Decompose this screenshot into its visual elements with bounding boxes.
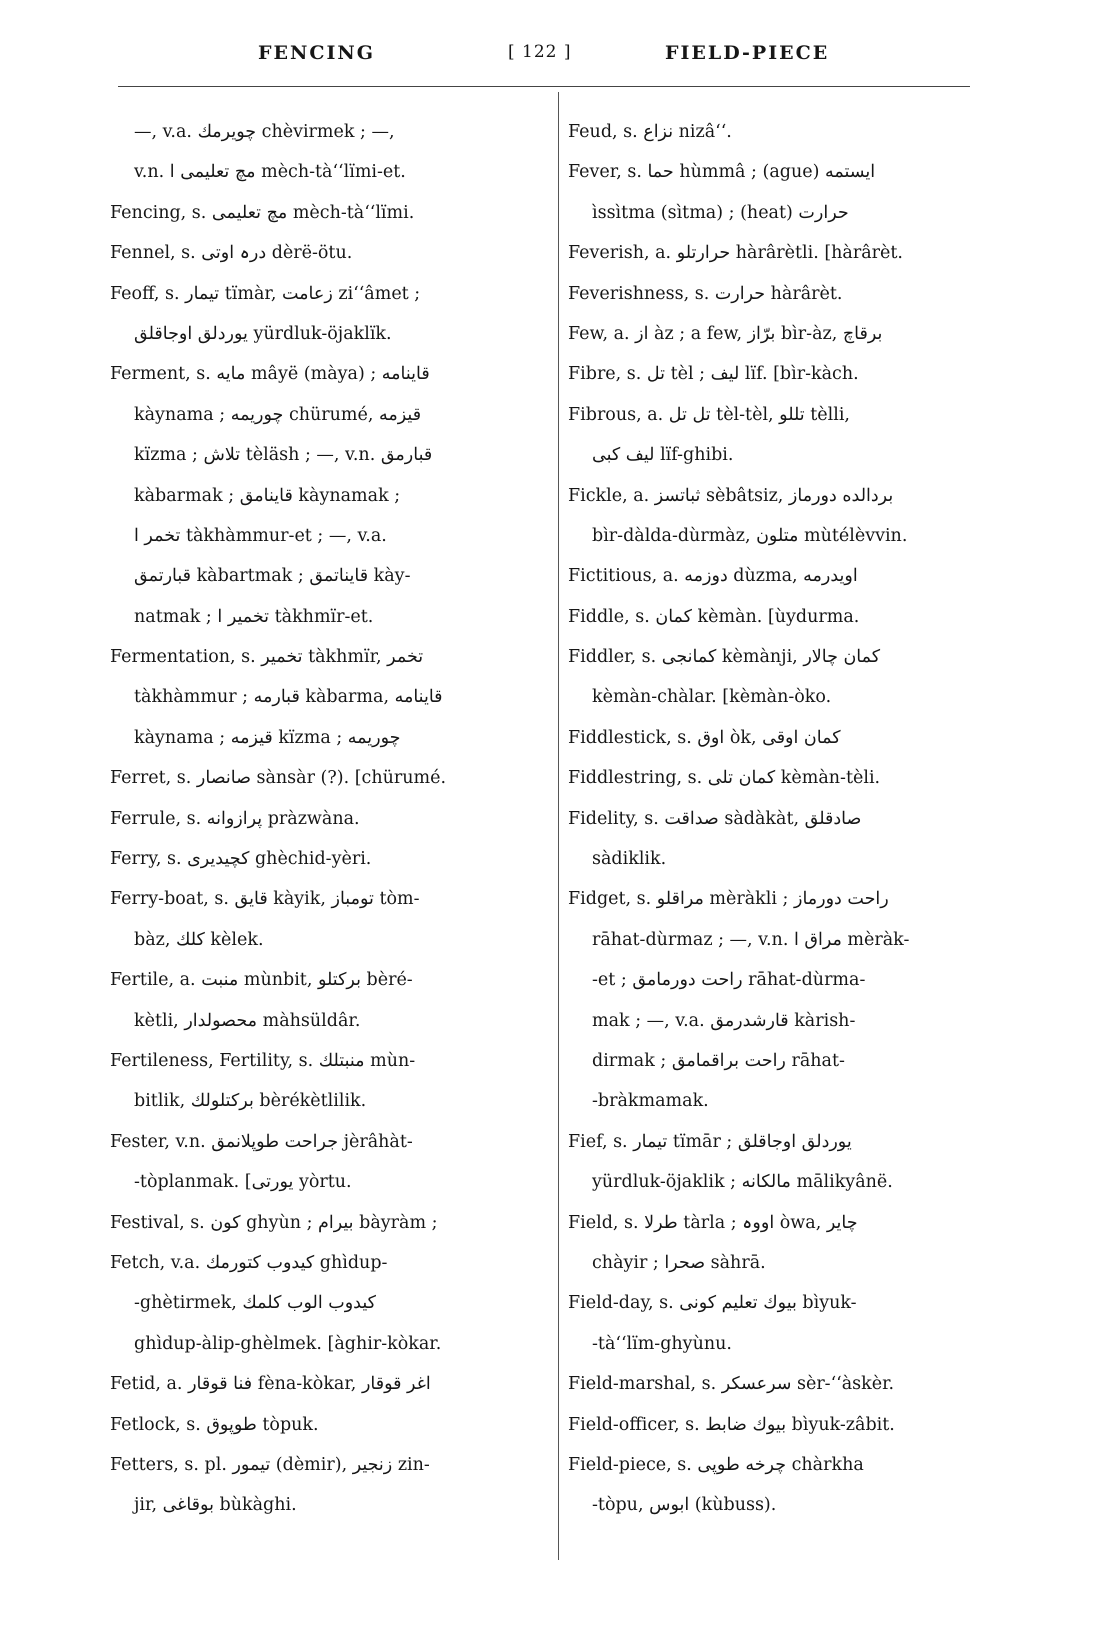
entry-line: rāhat-dùrmaz ; —, v.n. مراق ا mèràk- xyxy=(592,929,910,950)
entry-line: jir, بوقاغی bùkàghi. xyxy=(134,1495,297,1516)
entry-line: Fermentation, s. تخمیر tàkhmïr, تخمر xyxy=(110,647,424,668)
entry-line: Fiddlestick, s. اوق òk, کمان اوقی xyxy=(568,727,841,748)
entry-line: bìr-dàlda-dùrmàz, متلون mùtélèvvin. xyxy=(592,525,908,546)
entry-line: Fictitious, a. دوزمه dùzma, اویدرمه xyxy=(568,566,858,587)
entry-line: kètli, محصولدار màhsüldâr. xyxy=(134,1010,361,1031)
entry-line: Fetters, s. pl. تیمور (dèmir), زنجیر zin- xyxy=(110,1454,430,1475)
entry-line: kàbarmak ; قاینامق kàynamak ; xyxy=(134,485,401,506)
entry-line: Fief, s. تیمار tïmār ; یوردلق اوجاقلق xyxy=(568,1131,852,1152)
entry-line: Feverish, a. حرارتلو hàrârètli. [hàrârèt. xyxy=(568,243,903,264)
entry-line: Fennel, s. درہ اوتی dèrë-ötu. xyxy=(110,243,353,264)
right-column xyxy=(568,112,978,1526)
entry-line: -et ; راحت دورمامق rāhat-dùrma- xyxy=(592,970,866,991)
entry-line: tàkhàmmur ; قبارمه kàbarma, قاینامه xyxy=(134,687,443,708)
entry-line: -bràkmamak. xyxy=(592,1091,709,1112)
header-rule xyxy=(118,86,970,87)
entry-line: Fiddler, s. کمانجی kèmànji, کمان چالار xyxy=(568,647,881,668)
entry-line: Feud, s. نزاع nizâ‘‘. xyxy=(568,122,732,142)
header-first-word: FENCING xyxy=(258,42,375,64)
entry-line: Fetid, a. فنا قوقار fèna-kòkar, اغر قوقار xyxy=(110,1374,431,1395)
entry-line: Fever, s. حما hùmmâ ; (ague) ایستمه xyxy=(568,162,876,183)
entry-line: Fetlock, s. طوپوق tòpuk. xyxy=(110,1414,319,1435)
entry-line: Fidelity, s. صداقت sàdàkàt, صادقلق xyxy=(568,808,862,829)
entry-line: لیف کبی lïf-ghibi. xyxy=(592,445,734,466)
entry-line: Ferment, s. مایه mâyë (màya) ; قاینامه xyxy=(110,364,430,385)
entry-line: Fester, v.n. جراحت طوپلانمق jèrâhàt- xyxy=(110,1131,413,1152)
entry-line: Fidget, s. مراقلو mèràkli ; راحت دورماز xyxy=(568,889,889,910)
entry-line: bitlik, برکتلولك bèrékètlilik. xyxy=(134,1091,367,1112)
entry-line: kèmàn-chàlar. [kèmàn-òko. xyxy=(592,687,832,708)
entry-line: Fibrous, a. تل تل tèl-tèl, تللو tèlli, xyxy=(568,404,850,425)
entry-line: Fickle, a. ثباتسز sèbâtsiz, بردالده دورماز xyxy=(568,485,894,506)
entry-line: kàynama ; چوریمه chürumé, قیزمه xyxy=(134,404,422,425)
entry-line: ghìdup-àlip-ghèlmek. [àghir-kòkar. xyxy=(134,1333,442,1354)
entry-line: Field-day, s. بیوك تعلیم کونی bìyuk- xyxy=(568,1293,857,1314)
entry-line: sàdiklik. xyxy=(592,849,667,870)
entry-line: Field, s. طرلا tàrla ; اووہ òwa, چایر xyxy=(568,1212,858,1233)
entry-line: ìssìtma (sìtma) ; (heat) حرارت xyxy=(592,202,849,223)
entry-line: Festival, s. کون ghyùn ; بیرام bàyràm ; xyxy=(110,1212,438,1233)
entry-line: Fencing, s. مچ تعلیمی mèch-tà‘‘lïmi. xyxy=(110,202,415,223)
entry-line: dirmak ; راحت براقمامق rāhat- xyxy=(592,1050,845,1071)
page-number: [ 122 ] xyxy=(508,42,572,62)
entry-line: Fertile, a. منبت mùnbit, برکتلو bèré- xyxy=(110,970,413,991)
entry-line: Fertileness, Fertility, s. منبتلك mùn- xyxy=(110,1050,416,1071)
entry-line: Ferry-boat, s. قایق kàyik, تومباز tòm- xyxy=(110,889,420,910)
entry-line: Field-officer, s. بیوك ضابط bìyuk-zâbit. xyxy=(568,1414,895,1435)
entry-line: Field-piece, s. چرخه طوپی chàrkha xyxy=(568,1454,864,1475)
entry-line: yürdluk-öjaklik ; مالکانه mālikyânë. xyxy=(592,1172,893,1193)
entry-line: Feverishness, s. حرارت hàrârèt. xyxy=(568,283,843,304)
entry-line: Fiddlestring, s. کمان تلی kèmàn-tèli. xyxy=(568,768,881,789)
entry-line: Fetch, v.a. کیدوب کتورمك ghìdup- xyxy=(110,1252,388,1273)
entry-line: قبارتمق kàbartmak ; قایناتمق kày- xyxy=(134,566,411,587)
entry-line: یوردلق اوجاقلق yürdluk-öjaklïk. xyxy=(134,323,392,344)
entry-line: Ferry, s. کچیدیری ghèchid-yèri. xyxy=(110,849,372,870)
entry-line: -tòpu, ابوس (kùbuss). xyxy=(592,1495,777,1516)
entry-line: Fiddle, s. کمان kèmàn. [ùydurma. xyxy=(568,606,860,627)
entry-line: bàz, کلك kèlek. xyxy=(134,929,264,950)
entry-line: chàyir ; صحرا sàhrā. xyxy=(592,1252,766,1273)
entry-line: Field-marshal, s. سرعسکر sèr-‘‘àskèr. xyxy=(568,1374,895,1395)
entry-line: Ferret, s. صانصار sànsàr (?). [chürumé. xyxy=(110,768,447,789)
entry-line: -tòplanmak. [یورتی yòrtu. xyxy=(134,1172,352,1193)
entry-line: تخمر ا tàkhàmmur-et ; —, v.a. xyxy=(134,525,387,546)
column-divider xyxy=(558,92,559,1560)
entry-line: Fibre, s. تل tèl ; لیف lïf. [bìr-kàch. xyxy=(568,364,859,385)
entry-line: -tà‘‘lïm-ghyùnu. xyxy=(592,1333,732,1354)
entry-line: mak ; —, v.a. قارشدرمق kàrish- xyxy=(592,1010,856,1031)
entry-line: Ferrule, s. پرازوانه pràzwàna. xyxy=(110,808,360,829)
left-column xyxy=(110,112,552,1526)
header-last-word: FIELD-PIECE xyxy=(665,42,830,64)
running-header xyxy=(0,42,1115,72)
entry-line: natmak ; تخمیر ا tàkhmïr-et. xyxy=(134,606,374,627)
entry-line: kïzma ; تلاش tèläsh ; —, v.n. قبارمق xyxy=(134,445,433,466)
entry-line: v.n. مچ تعلیمی ا mèch-tà‘‘lïmi-et. xyxy=(134,162,406,183)
entry-line: -ghètirmek, کیدوب الوب کلمك xyxy=(134,1293,376,1314)
entry-line: kàynama ; قیزمه kïzma ; چوریمه xyxy=(134,727,401,748)
entry-line: Few, a. از àz ; a few, برّاز bìr-àz, برقاچ xyxy=(568,323,883,344)
entry-line: Feoff, s. تیمار tïmàr, زعامت zi‘‘âmet ; xyxy=(110,283,421,304)
entry-line: —, v.a. چویرمك chèvirmek ; —, xyxy=(134,122,395,142)
